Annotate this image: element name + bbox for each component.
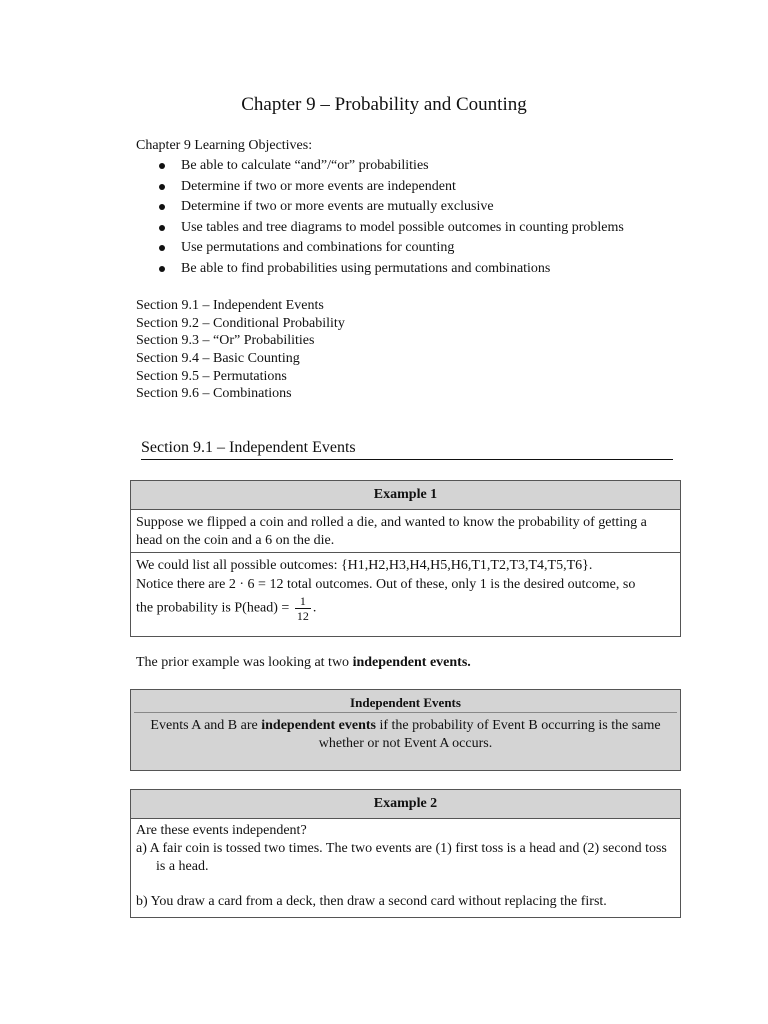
example-2-body [131, 819, 680, 914]
section-list [136, 297, 345, 403]
definition-box [130, 689, 681, 771]
objectives-list [156, 157, 624, 280]
solution-line-3 [136, 594, 675, 623]
example-2-part-b: b) You draw a card from a deck, then draw a second card without replacing the first. [136, 894, 607, 909]
example-1-problem: Suppose we flipped a coin and rolled a die, and wanted to know the probability of getting a head on the coin and a 6 on the die. [131, 510, 680, 553]
example-1-title: Example 1 [131, 481, 680, 510]
prior-bold: independent events. [352, 655, 471, 670]
definition-title: Independent Events [134, 694, 677, 713]
solution-line-2: Notice there are 2 · 6 = 12 total outcomes. Out of these, only 1 is the desired outcome, so [136, 577, 636, 592]
definition-term: independent events [261, 718, 376, 733]
prior-text: The prior example was looking at two [136, 655, 353, 670]
fraction-denominator: 12 [296, 609, 309, 623]
section-item: Section 9.5 – Permutations [136, 368, 287, 384]
example-2-question: Are these events independent? [136, 823, 307, 838]
objectives-heading: Chapter 9 Learning Objectives: [136, 138, 313, 153]
solution-end: . [312, 600, 317, 616]
example-2-title: Example 2 [131, 790, 680, 819]
definition-post: if the probability of Event B occurring is the same whether or not Event A occurs. [318, 718, 661, 751]
section-item: Section 9.4 – Basic Counting [136, 351, 300, 367]
example-1-solution [131, 553, 680, 626]
objective-item: Determine if two or more events are mutually exclusive [156, 198, 624, 219]
objective-item: Be able to find probabilities using permutations and combinations [156, 260, 624, 281]
objective-item: Use tables and tree diagrams to model possible outcomes in counting problems [156, 219, 624, 240]
prior-example-note [136, 655, 471, 671]
section-item: Section 9.3 – “Or” Probabilities [136, 333, 315, 349]
example-1-box [130, 480, 681, 637]
example-2-part-a: a) A fair coin is tossed two times. The two events are (1) first toss is a head and (2) second toss is a head. [136, 841, 667, 874]
fraction [295, 594, 311, 623]
objective-item: Use permutations and combinations for counting [156, 239, 624, 260]
solution-text: the probability is P(head) = [136, 600, 293, 616]
section-heading: Section 9.1 – Independent Events [141, 439, 673, 460]
fraction-numerator: 1 [295, 594, 311, 609]
solution-line-1: We could list all possible outcomes: {H1,H2,H3,H4,H5,H6,T1,T2,T3,T4,T5,T6}. [136, 558, 593, 573]
example-2-box [130, 789, 681, 918]
section-item: Section 9.1 – Independent Events [136, 298, 324, 313]
definition-body [131, 713, 680, 757]
objective-item: Be able to calculate “and”/“or” probabilities [156, 157, 624, 178]
page-title: Chapter 9 – Probability and Counting [241, 94, 527, 115]
section-item: Section 9.6 – Combinations [136, 386, 292, 402]
objective-item: Determine if two or more events are independent [156, 178, 624, 199]
section-item: Section 9.2 – Conditional Probability [136, 315, 345, 331]
definition-pre: Events A and B are [150, 718, 262, 733]
